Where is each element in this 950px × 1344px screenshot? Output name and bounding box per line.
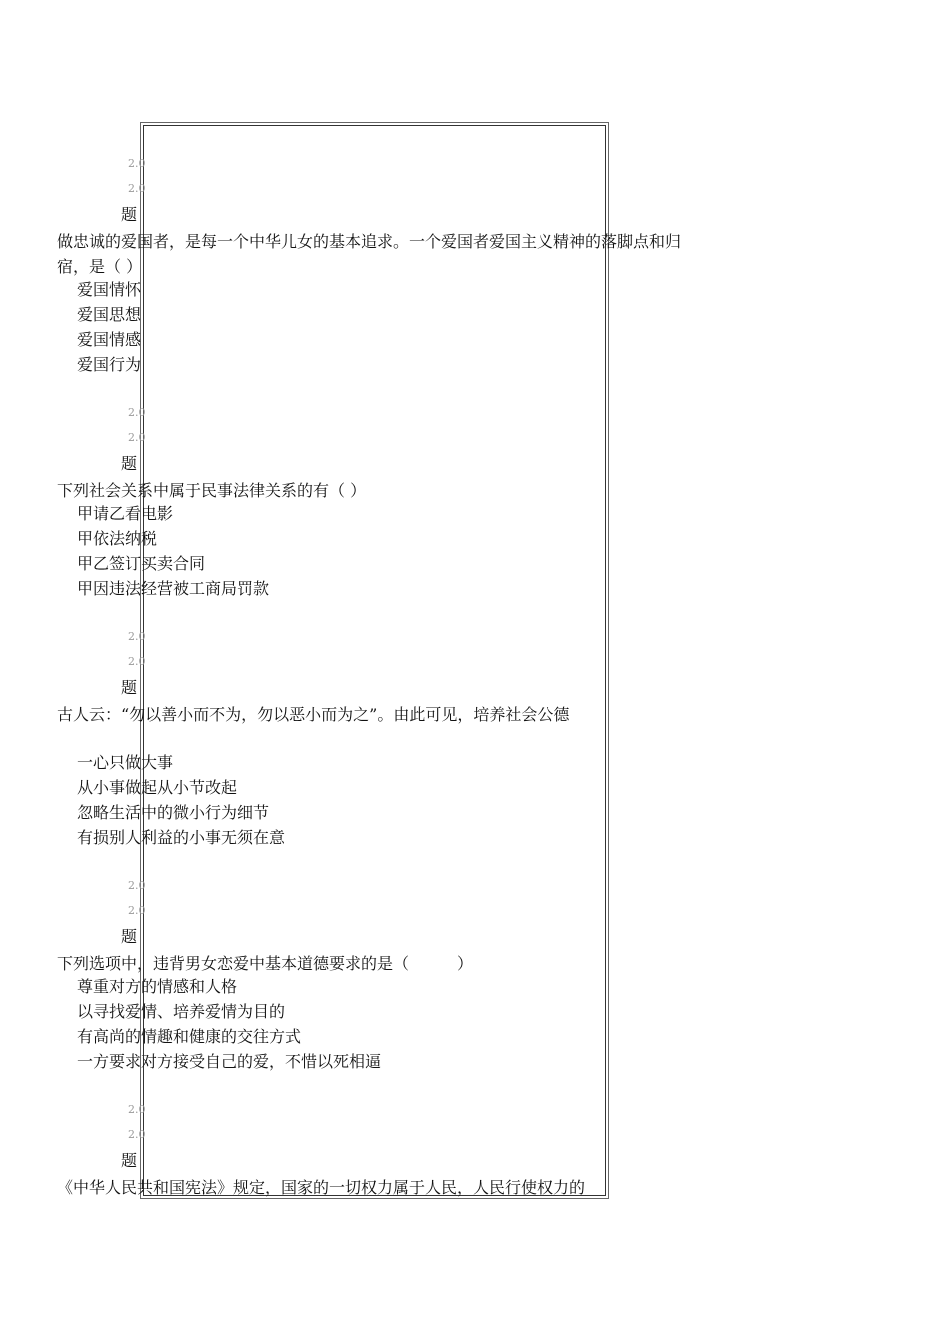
score-1b: 2.0 <box>128 182 146 195</box>
option-a[interactable]: 爱国情怀 <box>77 280 142 299</box>
question-label: 题 <box>121 927 138 946</box>
question-stem: 下列社会关系中属于民事法律关系的有（ ） <box>57 481 367 500</box>
option-c[interactable]: 爱国情感 <box>77 330 142 349</box>
option-c[interactable]: 忽略生活中的微小行为细节 <box>77 803 270 822</box>
question-stem: 做忠诚的爱国者，是每一个中华儿女的基本追求。一个爱国者爱国主义精神的落脚点和归宿，是（ ） <box>57 232 682 276</box>
score-5a: 2.0 <box>128 1103 146 1116</box>
question-label: 题 <box>121 454 138 473</box>
option-d[interactable]: 有损别人利益的小事无须在意 <box>77 828 286 847</box>
score-2b: 2.0 <box>128 431 146 444</box>
option-d[interactable]: 爱国行为 <box>77 355 142 374</box>
option-b[interactable]: 爱国思想 <box>77 305 142 324</box>
option-c[interactable]: 甲乙签订买卖合同 <box>77 554 206 573</box>
score-4b: 2.0 <box>128 904 146 917</box>
option-c[interactable]: 有高尚的情趣和健康的交往方式 <box>77 1027 302 1046</box>
option-a[interactable]: 甲请乙看电影 <box>77 504 174 523</box>
option-b[interactable]: 以寻找爱情、培养爱情为目的 <box>77 1002 286 1021</box>
score-3b: 2.0 <box>128 655 146 668</box>
score-2a: 2.0 <box>128 406 146 419</box>
option-d[interactable]: 甲因违法经营被工商局罚款 <box>77 579 270 598</box>
question-stem: 下列选项中，违背男女恋爱中基本道德要求的是（ ） <box>57 954 474 973</box>
question-stem: 古人云：“勿以善小而不为，勿以恶小而为之”。由此可见，培养社会公德 <box>57 705 570 724</box>
option-a[interactable]: 一心只做大事 <box>77 753 174 772</box>
question-label: 题 <box>121 678 138 697</box>
score-4a: 2.0 <box>128 879 146 892</box>
question-stem: 《中华人民共和国宪法》规定，国家的一切权力属于人民，人民行使权力的 <box>57 1178 586 1197</box>
option-b[interactable]: 甲依法纳税 <box>77 529 158 548</box>
question-label: 题 <box>121 1151 138 1170</box>
score-3a: 2.0 <box>128 630 146 643</box>
option-b[interactable]: 从小事做起从小节改起 <box>77 778 238 797</box>
option-a[interactable]: 尊重对方的情感和人格 <box>77 977 238 996</box>
question-label: 题 <box>121 205 138 224</box>
score-5b: 2.0 <box>128 1128 146 1141</box>
option-d[interactable]: 一方要求对方接受自己的爱，不惜以死相逼 <box>77 1052 382 1071</box>
score-1a: 2.0 <box>128 157 146 170</box>
